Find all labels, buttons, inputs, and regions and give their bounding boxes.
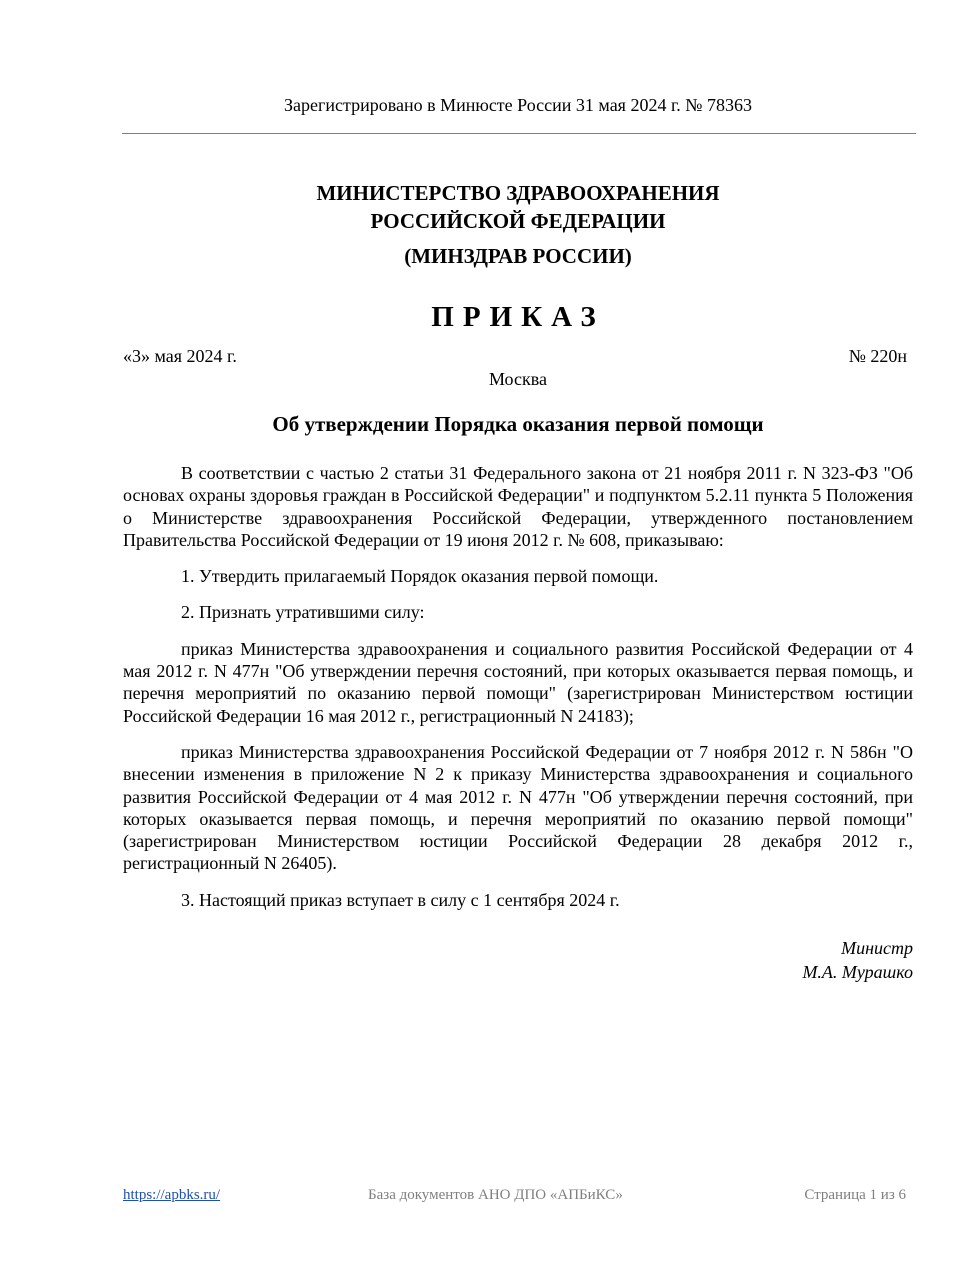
signature-name: М.А. Мурашко [802, 962, 913, 982]
paragraph-preamble: В соответствии с частью 2 статьи 31 Федерального закона от 21 ноября 2011 г. N 323-ФЗ "Об основах охраны здоровья граждан в Российской Федерации" и подпунктом 5.2.11 пункта 5 Положения о Министерстве здравоохранения Российской Федерации, утвержденного постановлением Правительства Российской Федерации от 19 июня 2012 г. № 608, приказываю: [123, 463, 913, 550]
paragraph-repealed-order-477n: приказ Министерства здравоохранения и социального развития Российской Федерации от 4 мая 2012 г. N 477н "Об утверждении перечня состояний, при которых оказывается первая помощь, и перечня мероприятий по оказанию первой помощи" (зарегистрирован Министерством юстиции Российской Федерации 16 мая 2012 г., регистрационный N 24183); [123, 638, 913, 726]
header-divider [122, 133, 916, 134]
footer-page-counter: Страница 1 из 6 [804, 1187, 906, 1203]
document-city: Москва [489, 369, 547, 389]
document-date: «3» мая 2024 г. [123, 346, 237, 366]
document-body [123, 462, 913, 911]
footer-site-link[interactable]: https://apbks.ru/ [123, 1187, 221, 1203]
paragraph-item-3: 3. Настоящий приказ вступает в силу с 1 сентября 2024 г. [181, 889, 620, 910]
ministry-name-line2: РОССИЙСКОЙ ФЕДЕРАЦИИ [370, 209, 666, 233]
ministry-name-line1: МИНИСТЕРСТВО ЗДРАВООХРАНЕНИЯ [316, 181, 720, 205]
document-type: ПРИКАЗ [431, 301, 605, 333]
registration-note: Зарегистрировано в Минюсте России 31 мая 2024 г. № 78363 [284, 95, 752, 115]
ministry-name [0, 179, 960, 235]
paragraph-item-2: 2. Признать утратившими силу: [181, 602, 425, 623]
signature-position: Министр [841, 938, 913, 958]
signature-block [802, 936, 913, 984]
ministry-short-name: (МИНЗДРАВ РОССИИ) [404, 244, 632, 268]
paragraph-repealed-order-586n: приказ Министерства здравоохранения Российской Федерации от 7 ноября 2012 г. N 586н "О внесении изменения в приложение N 2 к приказу Министерства здравоохранения и социального развития Российской Федерации от 4 мая 2012 г. N 477н "Об утверждении перечня состояний, при которых оказывается первая помощь, и перечня мероприятий по оказанию первой помощи" (зарегистрирован Министерством юстиции Российской Федерации 28 декабря 2012 г., регистрационный N 26405). [123, 741, 913, 874]
document-number: № 220н [848, 346, 907, 366]
footer-source: База документов АНО ДПО «АПБиКС» [368, 1187, 623, 1203]
document-title: Об утверждении Порядка оказания первой помощи [272, 412, 764, 436]
paragraph-item-1: 1. Утвердить прилагаемый Порядок оказания первой помощи. [181, 566, 659, 587]
